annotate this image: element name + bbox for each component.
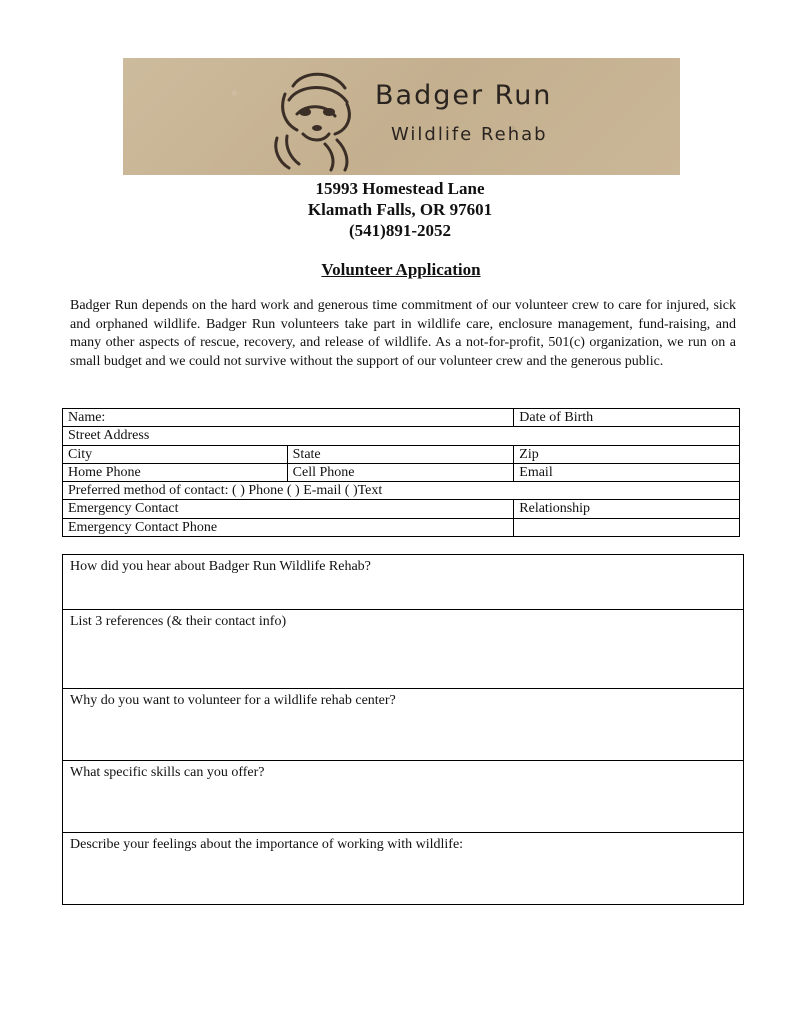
question-label: Describe your feelings about the importance of working with wildlife: (70, 837, 464, 852)
question-skills[interactable] (63, 760, 743, 832)
table-row (63, 409, 740, 427)
question-label: Why do you want to volunteer for a wildlife rehab center? (70, 693, 396, 708)
form-title: Volunteer Application (321, 260, 481, 279)
brand-title: Badger Run (375, 80, 553, 111)
intro-paragraph: Badger Run depends on the hard work and generous time commitment of our volunteer crew to care for injured, sick and orphaned wildlife. Badger Run volunteers take part in wildlife care, enclosure management, fund-raising, and many other aspects of rescue, recovery, and release of wildlife. As a not-for-profit, 501(c) organization, we run on a small budget and we could not survive without the support of our volunteer crew and the generous public. (70, 298, 736, 369)
question-feelings[interactable] (63, 832, 743, 904)
phone-line: (541)891-2052 (349, 221, 451, 240)
empty-cell[interactable] (514, 518, 740, 536)
table-row (63, 518, 740, 536)
header-banner (123, 58, 680, 175)
table-row (63, 482, 740, 500)
table-row (63, 445, 740, 463)
street-line: 15993 Homestead Lane (315, 179, 485, 198)
home-phone-field[interactable]: Home Phone (63, 463, 288, 481)
questions-box (62, 554, 744, 905)
table-row (63, 500, 740, 518)
city-line: Klamath Falls, OR 97601 (307, 200, 493, 219)
applicant-info-table (62, 408, 740, 537)
question-why-volunteer[interactable] (63, 688, 743, 760)
question-label: What specific skills can you offer? (70, 765, 265, 780)
cell-phone-field[interactable]: Cell Phone (287, 463, 514, 481)
name-field[interactable]: Name: (63, 409, 514, 427)
brand-subtitle: Wildlife Rehab (391, 124, 548, 145)
question-label: How did you hear about Badger Run Wildlife Rehab? (70, 559, 371, 574)
question-label: List 3 references (& their contact info) (70, 614, 287, 629)
emergency-phone-field[interactable]: Emergency Contact Phone (63, 518, 514, 536)
city-field[interactable]: City (63, 445, 288, 463)
emergency-contact-field[interactable]: Emergency Contact (63, 500, 514, 518)
relationship-field[interactable]: Relationship (514, 500, 740, 518)
question-heard-about[interactable] (63, 555, 743, 609)
address-block (0, 178, 791, 241)
preferred-contact-field[interactable]: Preferred method of contact: ( ) Phone ( ) E-mail ( )Text (63, 482, 740, 500)
table-row (63, 427, 740, 445)
table-row (63, 463, 740, 481)
zip-field[interactable]: Zip (514, 445, 740, 463)
email-field[interactable]: Email (514, 463, 740, 481)
state-field[interactable]: State (287, 445, 514, 463)
badger-icon (263, 64, 358, 172)
street-address-field[interactable]: Street Address (63, 427, 740, 445)
dob-field[interactable]: Date of Birth (514, 409, 740, 427)
question-references[interactable] (63, 609, 743, 688)
